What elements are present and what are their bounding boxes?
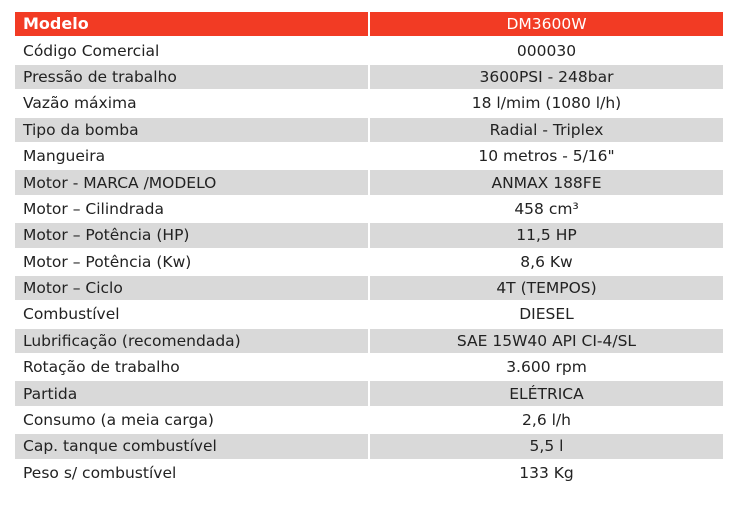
- spec-label: Código Comercial: [15, 38, 368, 62]
- spec-value: 3.600 rpm: [370, 355, 723, 379]
- table-row: [15, 223, 723, 247]
- table-row: [15, 144, 723, 168]
- spec-value: SAE 15W40 API CI-4/SL: [370, 329, 723, 353]
- spec-label: Consumo (a meia carga): [15, 408, 368, 432]
- table-row: [15, 118, 723, 142]
- spec-value: 8,6 Kw: [370, 250, 723, 274]
- header-value: DM3600W: [370, 12, 723, 36]
- spec-label: Motor – Potência (HP): [15, 223, 368, 247]
- spec-label: Motor – Ciclo: [15, 276, 368, 300]
- spec-value: 458 cm³: [370, 197, 723, 221]
- spec-label: Lubrificação (recomendada): [15, 329, 368, 353]
- spec-value: 4T (TEMPOS): [370, 276, 723, 300]
- table-row: [15, 65, 723, 89]
- spec-label: Vazão máxima: [15, 91, 368, 115]
- spec-value: 10 metros - 5/16": [370, 144, 723, 168]
- table-row: [15, 170, 723, 194]
- spec-value: 133 Kg: [370, 461, 723, 485]
- spec-label: Pressão de trabalho: [15, 65, 368, 89]
- spec-value: 2,6 l/h: [370, 408, 723, 432]
- table-row: [15, 381, 723, 405]
- table-row: [15, 302, 723, 326]
- spec-label: Tipo da bomba: [15, 118, 368, 142]
- spec-label: Motor – Potência (Kw): [15, 250, 368, 274]
- spec-label: Motor - MARCA /MODELO: [15, 170, 368, 194]
- spec-value: 11,5 HP: [370, 223, 723, 247]
- spec-label: Rotação de trabalho: [15, 355, 368, 379]
- table-row: [15, 250, 723, 274]
- spec-label: Mangueira: [15, 144, 368, 168]
- spec-value: ELÉTRICA: [370, 381, 723, 405]
- spec-value: 18 l/mim (1080 l/h): [370, 91, 723, 115]
- table-row: [15, 197, 723, 221]
- spec-label: Peso s/ combustível: [15, 461, 368, 485]
- table-row: [15, 38, 723, 62]
- spec-table: [13, 10, 725, 487]
- spec-value: 3600PSI - 248bar: [370, 65, 723, 89]
- spec-value: Radial - Triplex: [370, 118, 723, 142]
- spec-label: Combustível: [15, 302, 368, 326]
- spec-label: Motor – Cilindrada: [15, 197, 368, 221]
- table-row: [15, 355, 723, 379]
- spec-value: DIESEL: [370, 302, 723, 326]
- table-row: [15, 91, 723, 115]
- spec-value: 000030: [370, 38, 723, 62]
- table-row: [15, 461, 723, 485]
- spec-value: 5,5 l: [370, 434, 723, 458]
- table-row: [15, 329, 723, 353]
- header-label: Modelo: [15, 12, 368, 36]
- spec-label: Cap. tanque combustível: [15, 434, 368, 458]
- table-row: [15, 408, 723, 432]
- spec-value: ANMAX 188FE: [370, 170, 723, 194]
- table-header-row: [15, 12, 723, 36]
- spec-label: Partida: [15, 381, 368, 405]
- table-row: [15, 434, 723, 458]
- table-row: [15, 276, 723, 300]
